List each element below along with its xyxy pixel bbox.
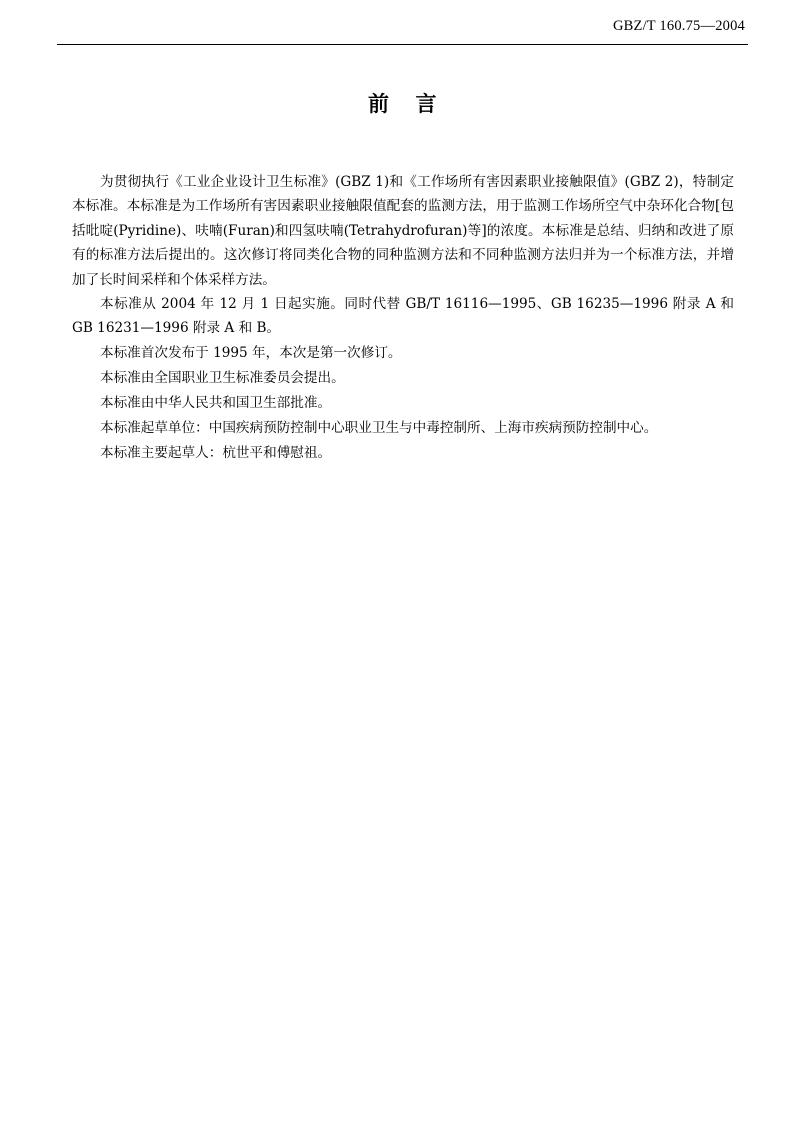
foreword-body	[72, 170, 734, 466]
foreword-paragraph: 本标准由中华人民共和国卫生部批准。	[100, 395, 332, 412]
foreword-paragraph: 本标准起草单位：中国疾病预防控制中心职业卫生与中毒控制所、上海市疾病预防控制中心。	[100, 420, 658, 437]
foreword-paragraph: 本标准主要起草人：杭世平和傅慰祖。	[100, 444, 332, 461]
foreword-paragraph: 本标准从 2004 年 12 月 1 日起实施。同时代替 GB/T 16116—1995、GB 16235—1996 附录 A 和 GB 16231—1996 附录 A 和 B。	[72, 296, 734, 337]
foreword-paragraph: 本标准首次发布于 1995 年，本次是第一次修订。	[100, 345, 402, 362]
foreword-paragraph: 本标准由全国职业卫生标准委员会提出。	[100, 370, 345, 387]
foreword-paragraph: 为贯彻执行《工业企业设计卫生标准》(GBZ 1)和《工作场所有害因素职业接触限值》(GBZ 2)，特制定本标准。本标准是为工作场所有害因素职业接触限值配套的监测方法，用于监测工作场所空气中杂环化合物[包括吡啶(Pyridine)、呋喃(Furan)和四氢呋喃(Tetrahydrofuran)等]的浓度。本标准是总结、归纳和改进了原有的标准方法后提出的。这次修订将同类化合物的同种监测方法和不同种监测方法归并为一个标准方法，并增加了长时间采样和个体采样方法。	[72, 174, 734, 288]
page-title-left: 前	[368, 91, 390, 116]
page-title	[0, 88, 805, 118]
page-header-standard-code: GBZ/T 160.75—2004	[612, 18, 745, 34]
page-title-right: 言	[415, 91, 437, 116]
header-divider-rule	[57, 44, 748, 45]
